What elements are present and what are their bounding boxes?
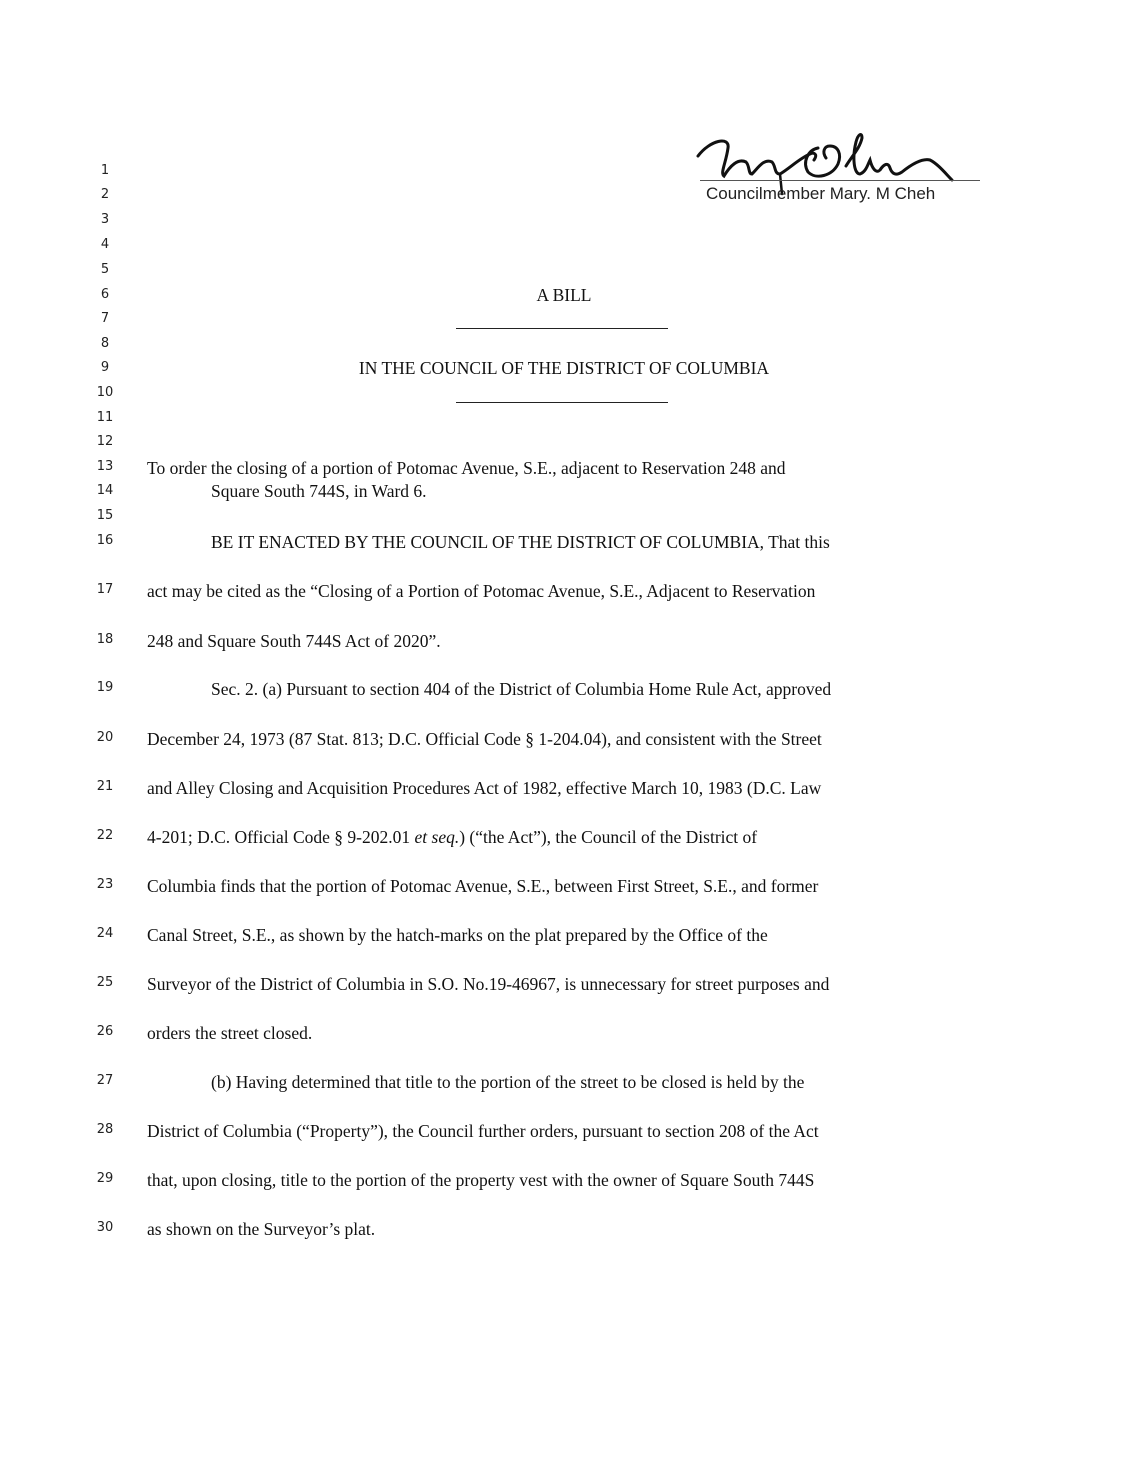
line-number: 26 xyxy=(96,1024,114,1039)
line-number: 23 xyxy=(96,877,114,892)
body-line-20: December 24, 1973 (87 Stat. 813; D.C. Official Code § 1-204.04), and consistent with the Street xyxy=(147,729,822,749)
line-number: 5 xyxy=(100,262,110,277)
body-line-29: that, upon closing, title to the portion of the property vest with the owner of Square South 744S xyxy=(147,1170,815,1190)
line-number: 6 xyxy=(100,287,110,302)
line-number: 27 xyxy=(96,1073,114,1088)
body-line-30: as shown on the Surveyor’s plat. xyxy=(147,1219,376,1239)
line-number: 22 xyxy=(96,828,114,843)
line-number: 20 xyxy=(96,730,114,745)
line-number: 12 xyxy=(96,434,114,449)
line-number: 1 xyxy=(100,163,110,178)
body-line-17: act may be cited as the “Closing of a Portion of Potomac Avenue, S.E., Adjacent to Reservation xyxy=(147,581,816,601)
section-2-heading-line: Sec. 2. (a) Pursuant to section 404 of the District of Columbia Home Rule Act, approved xyxy=(211,679,832,699)
body-line-24: Canal Street, S.E., as shown by the hatch-marks on the plat prepared by the Office of the xyxy=(147,925,768,945)
bill-title-line-2: Square South 744S, in Ward 6. xyxy=(211,481,427,501)
line-number: 15 xyxy=(96,508,114,523)
signature-caption: Councilmember Mary. M Cheh xyxy=(706,184,936,203)
bill-title-line-1: To order the closing of a portion of Potomac Avenue, S.E., adjacent to Reservation 248 and xyxy=(147,458,786,478)
body-line-22-part-a: 4-201; D.C. Official Code § 9-202.01 xyxy=(147,827,415,847)
line-number: 7 xyxy=(100,311,110,326)
heading-rule-bottom xyxy=(456,402,668,403)
line-number: 14 xyxy=(96,483,114,498)
line-number: 13 xyxy=(96,459,114,474)
line-number: 28 xyxy=(96,1122,114,1137)
subsection-b-line: (b) Having determined that title to the portion of the street to be closed is held by the xyxy=(211,1072,805,1092)
line-number: 18 xyxy=(96,632,114,647)
line-number: 16 xyxy=(96,533,114,548)
body-line-18: 248 and Square South 744S Act of 2020”. xyxy=(147,631,441,651)
body-line-22 xyxy=(147,827,757,847)
line-number: 21 xyxy=(96,779,114,794)
line-number: 25 xyxy=(96,975,114,990)
line-number: 17 xyxy=(96,582,114,597)
line-number: 30 xyxy=(96,1220,114,1235)
et-seq-italic: et seq. xyxy=(414,827,460,847)
signature-line xyxy=(700,180,980,181)
line-number: 19 xyxy=(96,680,114,695)
line-number: 9 xyxy=(100,360,110,375)
body-line-28: District of Columbia (“Property”), the Council further orders, pursuant to section 208 of the Act xyxy=(147,1121,819,1141)
line-number: 2 xyxy=(100,187,110,202)
council-heading: IN THE COUNCIL OF THE DISTRICT OF COLUMBIA xyxy=(358,358,770,378)
line-number: 4 xyxy=(100,237,110,252)
line-number: 3 xyxy=(100,212,110,227)
enacting-clause: BE IT ENACTED BY THE COUNCIL OF THE DISTRICT OF COLUMBIA, That this xyxy=(211,532,830,552)
line-number: 24 xyxy=(96,926,114,941)
line-number: 10 xyxy=(96,385,114,400)
line-number: 8 xyxy=(100,336,110,351)
line-number: 11 xyxy=(96,410,114,425)
line-number: 29 xyxy=(96,1171,114,1186)
heading-rule-top xyxy=(456,328,668,329)
body-line-26: orders the street closed. xyxy=(147,1023,313,1043)
bill-heading: A BILL xyxy=(536,285,592,305)
body-line-21: and Alley Closing and Acquisition Procedures Act of 1982, effective March 10, 1983 (D.C. Law xyxy=(147,778,822,798)
body-line-22-part-c: ) (“the Act”), the Council of the District of xyxy=(459,827,758,847)
body-line-25: Surveyor of the District of Columbia in S.O. No.19-46967, is unnecessary for street purposes and xyxy=(147,974,830,994)
body-line-23: Columbia finds that the portion of Potomac Avenue, S.E., between First Street, S.E., and former xyxy=(147,876,819,896)
